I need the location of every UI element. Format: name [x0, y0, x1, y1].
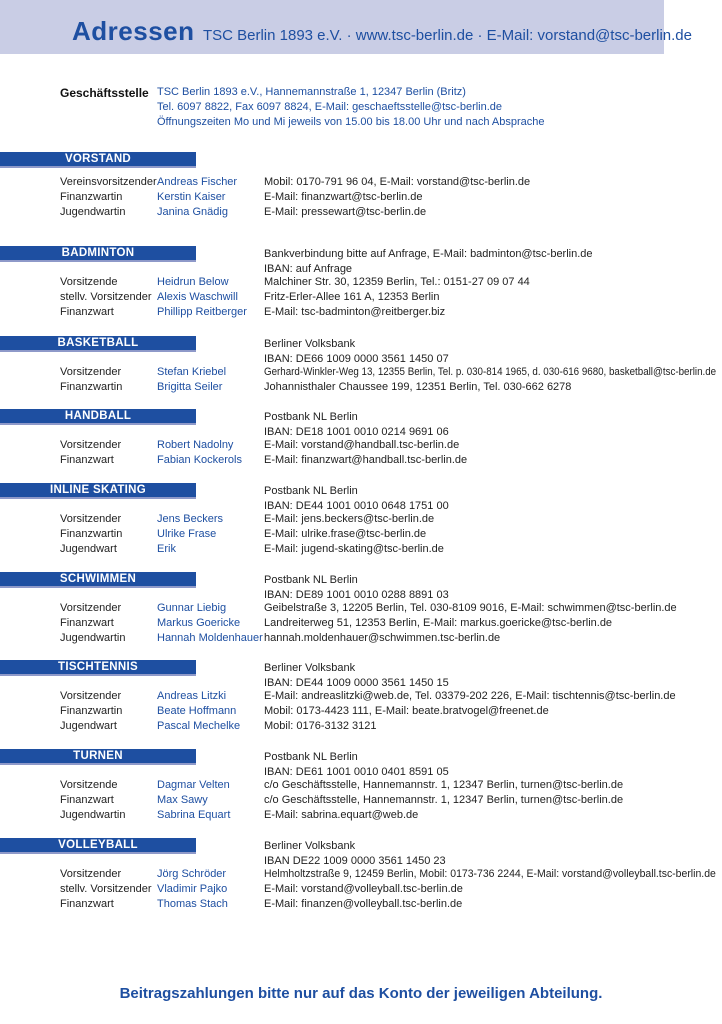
title-text: Adressen — [72, 16, 195, 46]
section-bar-vorstand — [0, 152, 196, 168]
geschaeftsstelle-hours: Öffnungszeiten Mo und Mi jeweils von 15.00 bis 18.00 Uhr und nach Absprache — [157, 116, 545, 128]
contact-info: E-Mail: finanzwart@tsc-berlin.de — [264, 191, 423, 203]
contact-name: Hannah Moldenhauer — [157, 632, 263, 644]
contact-info: Mobil: 0176-3132 3121 — [264, 720, 377, 732]
contact-row — [0, 276, 722, 291]
contact-name: Jörg Schröder — [157, 868, 227, 880]
contact-role: Vorsitzender — [60, 602, 122, 614]
contact-row — [0, 191, 722, 206]
contact-info: Gerhard-Winkler-Weg 13, 12355 Berlin, Tel. p. 030-814 1965, d. 030-616 9680, basketball@tsc-berlin.de — [264, 366, 717, 378]
club-contact-line: TSC Berlin 1893 e.V. · www.tsc-berlin.de · E-Mail: vorstand@tsc-berlin.de — [202, 27, 692, 44]
contact-info: Mobil: 0170-791 96 04, E-Mail: vorstand@tsc-berlin.de — [264, 176, 531, 188]
section-title: INLINE SKATING — [50, 484, 146, 496]
contact-info: Helmholtzstraße 9, 12459 Berlin, Mobil: 0173-736 2244, E-Mail: vorstand@volleyball.tsc-berlin.de — [264, 868, 716, 880]
contact-row — [0, 543, 722, 558]
section-bar-inline-skating — [0, 483, 196, 499]
contact-row — [0, 868, 722, 883]
contact-role: Vorsitzende — [60, 276, 118, 288]
contact-info: c/o Geschäftsstelle, Hannemannstr. 1, 12347 Berlin, turnen@tsc-berlin.de — [264, 794, 624, 806]
contact-role: Jugendwartin — [60, 632, 126, 644]
bank-name: Postbank NL Berlin — [264, 411, 358, 423]
iban: IBAN: DE18 1001 0010 0214 9691 06 — [264, 426, 449, 438]
contact-role: Vorsitzender — [60, 366, 122, 378]
iban: IBAN: DE44 1001 0010 0648 1751 00 — [264, 500, 449, 512]
contact-name: Sabrina Equart — [157, 809, 231, 821]
bank-name: Postbank NL Berlin — [264, 574, 358, 586]
contact-name: Kerstin Kaiser — [157, 191, 226, 203]
contact-role: Finanzwart — [60, 617, 114, 629]
contact-role: Vorsitzender — [60, 513, 122, 525]
section-title: BASKETBALL — [57, 337, 139, 349]
contact-row — [0, 366, 722, 381]
contact-row — [0, 883, 722, 898]
section-title: BADMINTON — [61, 247, 135, 259]
contact-info: E-Mail: finanzen@volleyball.tsc-berlin.de — [264, 898, 463, 910]
contact-row — [0, 439, 722, 454]
contact-role: Finanzwart — [60, 898, 114, 910]
contact-info: Malchiner Str. 30, 12359 Berlin, Tel.: 0151-27 09 07 44 — [264, 276, 530, 288]
section-title: VORSTAND — [64, 153, 132, 165]
contact-role: Jugendwartin — [60, 809, 126, 821]
contact-role: Finanzwartin — [60, 528, 123, 540]
section-title: TURNEN — [73, 750, 123, 762]
contact-row — [0, 898, 722, 913]
contact-info: Fritz-Erler-Allee 161 A, 12353 Berlin — [264, 291, 440, 303]
contact-name: Ulrike Frase — [157, 528, 217, 540]
section-bar-schwimmen — [0, 572, 196, 588]
contact-role: Vorsitzender — [60, 439, 122, 451]
section-title: VOLLEYBALL — [58, 839, 138, 851]
contact-name: Fabian Kockerols — [157, 454, 242, 466]
bank-name: Postbank NL Berlin — [264, 751, 358, 763]
contact-row — [0, 617, 722, 632]
contact-row — [0, 720, 722, 735]
contact-name: Andreas Litzki — [157, 690, 227, 702]
contact-role: stellv. Vorsitzender — [60, 291, 152, 303]
contact-info: E-Mail: finanzwart@handball.tsc-berlin.de — [264, 454, 468, 466]
contact-role: Jugendwart — [60, 720, 117, 732]
contact-role: Vereinsvorsitzender — [60, 176, 157, 188]
contact-role: Vorsitzender — [60, 690, 122, 702]
geschaeftsstelle-contact: Tel. 6097 8822, Fax 6097 8824, E-Mail: geschaeftsstelle@tsc-berlin.de — [157, 101, 503, 113]
contact-info: E-Mail: vorstand@handball.tsc-berlin.de — [264, 439, 460, 451]
section-bar-basketball — [0, 336, 196, 352]
bank-name: Berliner Volksbank — [264, 338, 356, 350]
contact-row — [0, 779, 722, 794]
contact-name: Gunnar Liebig — [157, 602, 227, 614]
iban: IBAN: DE44 1009 0000 3561 1450 15 — [264, 677, 449, 689]
section-bar-handball — [0, 409, 196, 425]
contact-role: Finanzwart — [60, 306, 114, 318]
contact-info: E-Mail: sabrina.equart@web.de — [264, 809, 419, 821]
contact-role: Vorsitzender — [60, 868, 122, 880]
section-title: SCHWIMMEN — [59, 573, 137, 585]
contact-row — [0, 602, 722, 617]
iban: IBAN DE22 1009 0000 3561 1450 23 — [264, 855, 446, 867]
contact-info: E-Mail: andreaslitzki@web.de, Tel. 03379-202 226, E-Mail: tischtennis@tsc-berlin.de — [264, 690, 676, 702]
contact-row — [0, 809, 722, 824]
contact-name: Stefan Kriebel — [157, 366, 227, 378]
contact-info: c/o Geschäftsstelle, Hannemannstr. 1, 12347 Berlin, turnen@tsc-berlin.de — [264, 779, 624, 791]
contact-name: Phillipp Reitberger — [157, 306, 247, 318]
contact-row — [0, 705, 722, 720]
section-bar-turnen — [0, 749, 196, 765]
contact-name: Andreas Fischer — [157, 176, 238, 188]
header-bar — [0, 0, 692, 54]
contact-name: Robert Nadolny — [157, 439, 234, 451]
contact-row — [0, 454, 722, 469]
geschaeftsstelle-label: Geschäftsstelle — [60, 86, 149, 100]
contact-row — [0, 513, 722, 528]
bank-name: Postbank NL Berlin — [264, 485, 358, 497]
contact-role: Vorsitzende — [60, 779, 118, 791]
contact-name: Dagmar Velten — [157, 779, 230, 791]
contact-role: Finanzwart — [60, 794, 114, 806]
contact-row — [0, 794, 722, 809]
section-bar-volleyball — [0, 838, 196, 854]
contact-info: E-Mail: tsc-badminton@reitberger.biz — [264, 306, 446, 318]
contact-name: Jens Beckers — [157, 513, 224, 525]
contact-role: Jugendwartin — [60, 206, 126, 218]
contact-info: Landreiterweg 51, 12353 Berlin, E-Mail: markus.goericke@tsc-berlin.de — [264, 617, 613, 629]
contact-info: E-Mail: jugend-skating@tsc-berlin.de — [264, 543, 444, 555]
footer-note: Beitragszahlungen bitte nur auf das Konto der jeweiligen Abteilung. — [119, 985, 603, 1002]
contact-row — [0, 632, 722, 647]
contact-name: Pascal Mechelke — [157, 720, 241, 732]
contact-info: E-Mail: ulrike.frase@tsc-berlin.de — [264, 528, 427, 540]
page-title — [72, 16, 692, 47]
iban: IBAN: DE89 1001 0010 0288 8891 03 — [264, 589, 449, 601]
section-bar-badminton — [0, 246, 196, 262]
contact-row — [0, 206, 722, 221]
contact-row — [0, 381, 722, 396]
section-bar-tischtennis — [0, 660, 196, 676]
iban: IBAN: DE61 1001 0010 0401 8591 05 — [264, 766, 449, 778]
contact-name: Thomas Stach — [157, 898, 228, 910]
contact-name: Markus Goericke — [157, 617, 241, 629]
contact-name: Erik — [157, 543, 176, 555]
contact-info: hannah.moldenhauer@schwimmen.tsc-berlin.de — [264, 632, 501, 644]
contact-role: Finanzwartin — [60, 191, 123, 203]
bank-name: Berliner Volksbank — [264, 662, 356, 674]
contact-info: Mobil: 0173-4423 111, E-Mail: beate.bratvogel@freenet.de — [264, 705, 549, 717]
contact-info: Geibelstraße 3, 12205 Berlin, Tel. 030-8109 9016, E-Mail: schwimmen@tsc-berlin.de — [264, 602, 677, 614]
contact-name: Heidrun Below — [157, 276, 229, 288]
contact-name: Brigitta Seiler — [157, 381, 223, 393]
iban: IBAN: DE66 1009 0000 3561 1450 07 — [264, 353, 449, 365]
contact-name: Beate Hoffmann — [157, 705, 237, 717]
contact-row — [0, 528, 722, 543]
contact-name: Max Sawy — [157, 794, 208, 806]
contact-role: Finanzwartin — [60, 705, 123, 717]
contact-row — [0, 690, 722, 705]
contact-name: Vladimir Pajko — [157, 883, 228, 895]
contact-row — [0, 306, 722, 321]
contact-info: E-Mail: pressewart@tsc-berlin.de — [264, 206, 427, 218]
section-title: HANDBALL — [64, 410, 132, 422]
contact-role: stellv. Vorsitzender — [60, 883, 152, 895]
geschaeftsstelle-address: TSC Berlin 1893 e.V., Hannemannstraße 1, 12347 Berlin (Britz) — [157, 86, 466, 98]
iban: IBAN: auf Anfrage — [264, 263, 353, 275]
contact-row — [0, 291, 722, 306]
contact-info: Johannisthaler Chaussee 199, 12351 Berlin, Tel. 030-662 6278 — [264, 381, 572, 393]
bank-name: Bankverbindung bitte auf Anfrage, E-Mail: badminton@tsc-berlin.de — [264, 248, 593, 260]
bank-name: Berliner Volksbank — [264, 840, 356, 852]
contact-role: Jugendwart — [60, 543, 117, 555]
contact-role: Finanzwartin — [60, 381, 123, 393]
contact-row — [0, 176, 722, 191]
contact-info: E-Mail: vorstand@volleyball.tsc-berlin.de — [264, 883, 463, 895]
section-title: TISCHTENNIS — [58, 661, 138, 673]
contact-name: Alexis Waschwill — [157, 291, 238, 303]
contact-info: E-Mail: jens.beckers@tsc-berlin.de — [264, 513, 435, 525]
contact-name: Janina Gnädig — [157, 206, 228, 218]
contact-role: Finanzwart — [60, 454, 114, 466]
